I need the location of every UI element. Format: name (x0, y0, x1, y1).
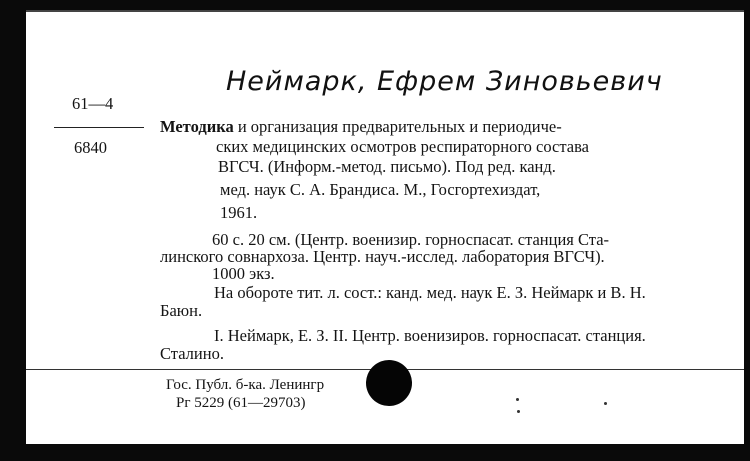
title-line-1 (160, 117, 562, 137)
title-line-3: ВГСЧ. (Информ.-метод. письмо). Под ред. канд. (218, 157, 556, 176)
title-line-4: мед. наук С. А. Брандиса. М., Госгортехиздат, (220, 180, 541, 199)
physical-line-2: линского совнархоза. Центр. науч.-исслед. лаборатория ВГСЧ). (160, 247, 605, 266)
library-stamp-line-1: Гос. Публ. б-ка. Ленингр (166, 377, 325, 393)
title-lead-word: Методика (160, 117, 234, 136)
scan-border-left (0, 0, 26, 461)
punch-hole (366, 360, 412, 406)
call-number-bottom: 6840 (74, 138, 107, 157)
speck (604, 402, 607, 405)
note-line-2: Баюн. (160, 301, 203, 320)
scan-border-top (0, 0, 750, 10)
handwritten-author-name: Неймарк, Ефрем Зиновьевич (226, 66, 663, 97)
note-line-1: На обороте тит. л. сост.: канд. мед. наук Е. З. Неймарк и В. Н. (214, 283, 646, 302)
speck (516, 398, 519, 401)
title-line-1-rest: и организация предварительных и периодиче- (233, 117, 562, 136)
title-line-5: 1961. (220, 203, 258, 222)
tracing-line-2: Сталино. (160, 344, 224, 363)
card-top-edge (26, 10, 744, 12)
scan-border-bottom (0, 444, 750, 461)
physical-line-3: 1000 экз. (212, 264, 275, 283)
call-number-top: 61—4 (72, 94, 114, 113)
call-number-divider (54, 127, 144, 128)
speck (517, 410, 520, 413)
title-line-2: ских медицинских осмотров респираторного состава (216, 137, 589, 156)
library-stamp-line-2: Рг 5229 (61—29703) (176, 395, 306, 411)
physical-line-1: 60 с. 20 см. (Центр. военизир. горноспасат. станция Ста- (212, 230, 610, 249)
tracing-line-1: I. Неймарк, Е. З. II. Центр. военизиров. горноспасат. станция. (214, 326, 646, 345)
